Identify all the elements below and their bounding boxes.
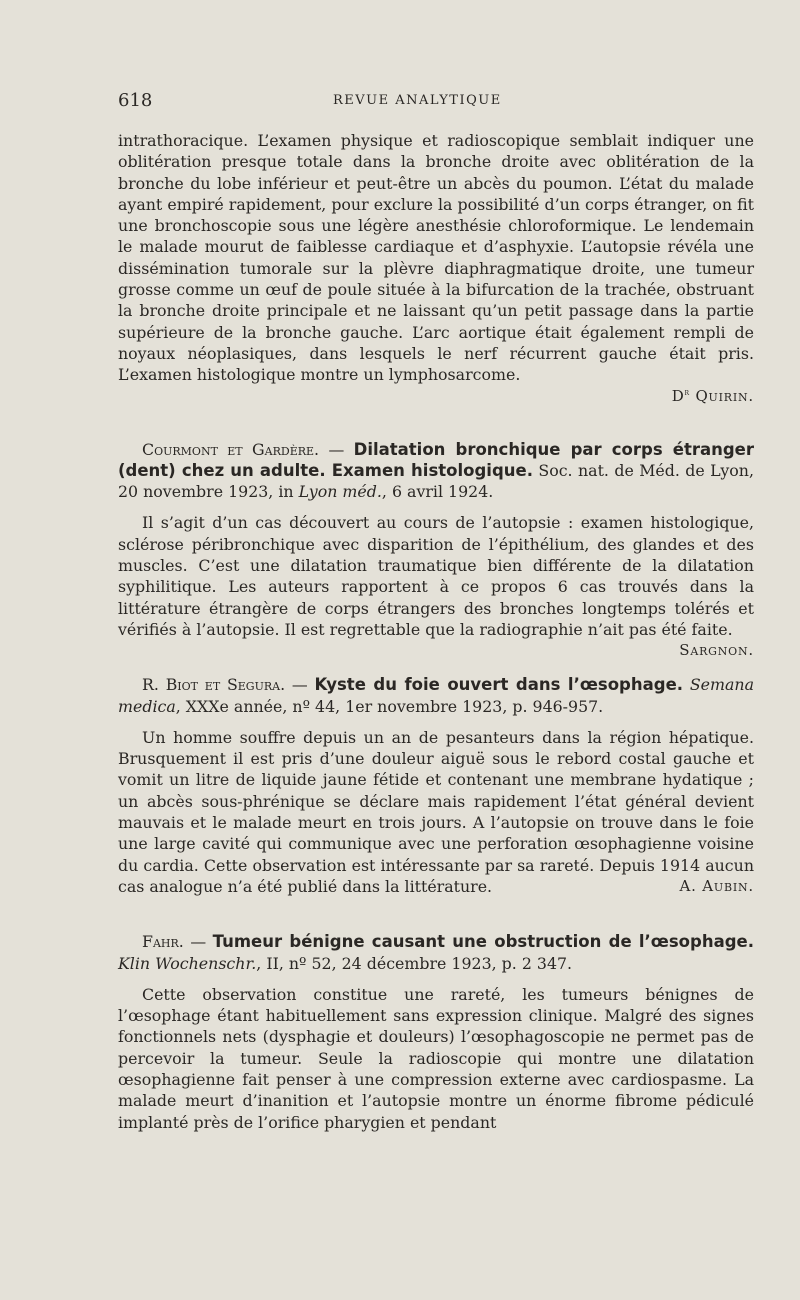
- article-journal: Lyon méd.: [298, 482, 382, 502]
- page-number: 618: [118, 90, 153, 111]
- article-signature: A. Aubin.: [679, 876, 754, 895]
- article-title: Dilatation bronchique par corps étranger (dent) chez un adulte. Examen histologique.: [118, 439, 754, 480]
- article-body: Un homme souffre depuis un an de pesanteurs dans la région hépatique. Brusquement il est pris d’une douleur aiguë sous le rebord costal gauche et vomit un litre de liquide jaune fétide et contenant une membrane hydatique ; un abcès sous-phrénique se déclare mais rapidement l’état général devient mauvais et le malade meurt en trois jours. A l’autopsie on trouve dans le foie une large cavité qui communique avec une perforation œsophagienne voisine du cardia. Cette observation est intéressante par sa rareté. Depuis 1914 aucun cas analogue n’a été publié dans la littérature. A. Aubin.: [118, 727, 754, 896]
- article-body: Il s’agit d’un cas découvert au cours de l’autopsie : examen histologique, sclérose péribronchique avec disparition de l’épithélium, des glandes et des muscles. C’est une dilatation traumatique bien différente de la dilatation syphilitique. Les auteurs rapportent à ce propos 6 cas trouvés dans la littérature étrangère de corps étrangers des bronches longtemps tolérés et vérifiés à l’autopsie. Il est regrettable que la radiographie n’ait pas été faite. Sargnon.: [118, 512, 754, 640]
- article-heading: [118, 439, 754, 503]
- article-ref: Soc. nat. de Méd. de Lyon, 20 novembre 1923, in: [118, 460, 754, 502]
- article-authors: Courmont et Gardère.: [142, 439, 320, 459]
- article-journal: Klin Wochenschr.: [118, 953, 257, 973]
- article-dash: —: [319, 439, 354, 459]
- article-heading: [118, 931, 754, 974]
- article-authors: Fahr.: [142, 932, 184, 952]
- review-body: intrathoracique. L’examen physique et radioscopique semblait indiquer une oblitération presque totale dans la bronche droite avec oblitération de la bronche du lobe inférieur et peut-être un abcès du poumon. L’état du malade ayant empiré rapidement, pour exclure la possibilité d’un corps étranger, on fit une bronchoscopie sous une légère anesthésie chloroformique. Le lendemain le malade mourut de faiblesse cardiaque et d’asphyxie. L’autopsie révéla une dissémination tumorale sur la plèvre diaphragmatique droite, une tumeur grosse comme un œuf de poule située à la bifurcation de la trachée, obstruant la bronche droite principale et ne laissant qu’un petit passage dans la partie supérieure de la bronche gauche. L’arc aortique était également rempli de noyaux néoplasiques, dans lesquels le nerf récurrent gauche était pris. L’examen histologique montre un lymphosarcome.: [118, 131, 754, 385]
- article-entry: [118, 674, 754, 897]
- page-header: [118, 90, 754, 114]
- article-title: Kyste du foie ouvert dans l’œsophage.: [314, 675, 684, 695]
- article-entry: [118, 439, 754, 660]
- article-authors: R. Biot et Segura.: [142, 675, 286, 695]
- article-dash: —: [285, 675, 315, 695]
- article-journal: Semana medica: [118, 675, 754, 716]
- article-heading: [118, 674, 754, 717]
- article-ref-end: , 6 avril 1924.: [381, 482, 494, 502]
- article-ref: [683, 675, 690, 694]
- page-content: [118, 130, 754, 1133]
- signature-sup: r: [684, 387, 690, 398]
- running-title: REVUE ANALYTIQUE: [333, 93, 502, 108]
- article-ref-end: , XXXe année, nº 44, 1er novembre 1923, p. 946-957.: [175, 696, 604, 716]
- article-entry: [118, 931, 754, 1133]
- article-title: Tumeur bénigne causant une obstruction de l’œsophage.: [212, 932, 754, 952]
- article-signature: Sargnon.: [679, 641, 754, 660]
- article-dash: —: [183, 932, 213, 952]
- review-signature: [118, 387, 754, 405]
- continued-review: [118, 130, 754, 405]
- article-body: Cette observation constitue une rareté, les tumeurs bénignes de l’œsophage étant habituellement sans expression clinique. Malgré des signes fonctionnels nets (dysphagie et douleurs) l’œsophagoscopie ne permet pas de percevoir la tumeur. Seule la radioscopie qui montre une dilatation œsophagienne fait penser à une compression externe avec cardiospasme. La malade meurt d’inanition et l’autopsie montre un énorme fibrome pédiculé implanté près de l’orifice pharygien et pendant: [118, 984, 754, 1132]
- article-ref-end: , II, nº 52, 24 décembre 1923, p. 2 347.: [256, 953, 573, 973]
- signature-prefix: D: [671, 386, 685, 405]
- signature-name: Quirin.: [695, 386, 754, 405]
